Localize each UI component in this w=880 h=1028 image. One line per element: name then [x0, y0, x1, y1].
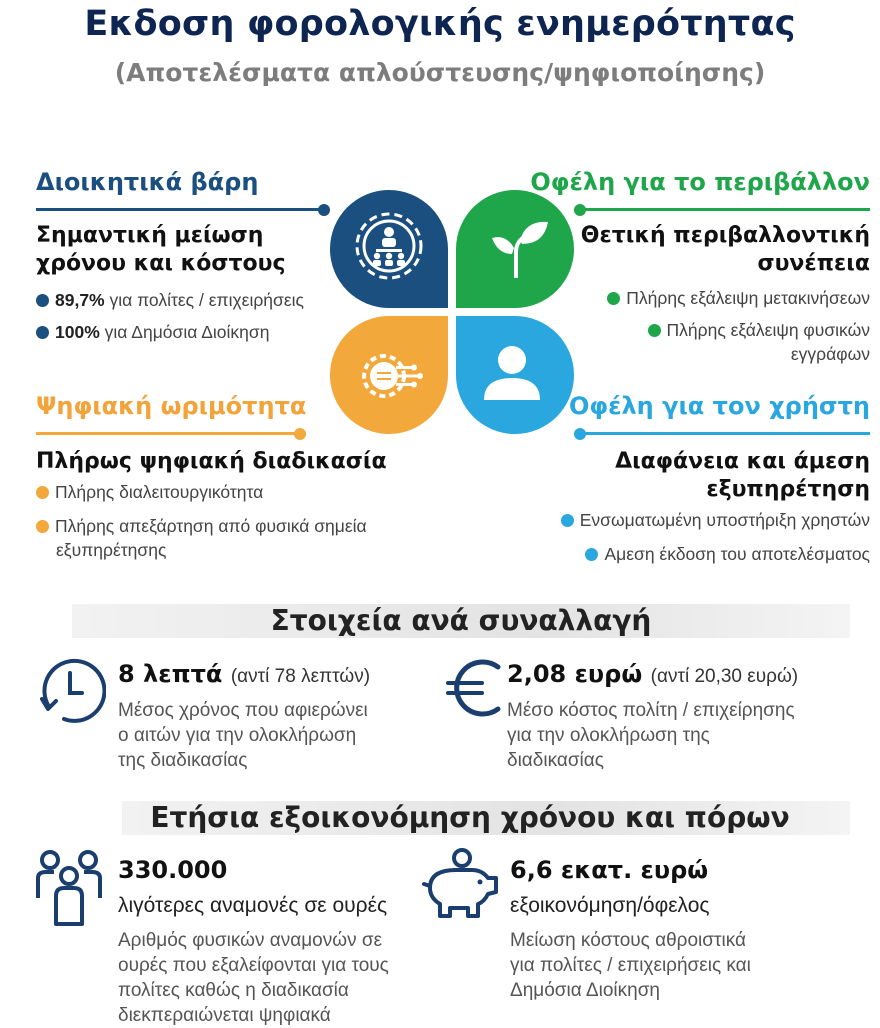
people-organization-icon	[330, 190, 448, 308]
page-title: Εκδοση φορολογικής ενημερότητας	[84, 4, 796, 44]
digital-bullet-interoperability: Πλήρης διαλειτουργικότητα	[36, 480, 263, 504]
bullet-dot	[36, 486, 49, 499]
admin-heading: Σημαντική μείωση χρόνου και κόστους	[36, 223, 286, 276]
cost-value: 2,08 ευρώ	[507, 660, 643, 688]
divider-dot-user	[574, 428, 586, 440]
petal-user	[456, 316, 574, 434]
category-environment: Οφέλη για το περιβάλλον	[530, 168, 870, 196]
user-person-icon	[456, 316, 574, 434]
leaf-sprout-icon	[456, 190, 574, 308]
environment-bullet-travel: Πλήρης εξάλειψη μετακινήσεων	[607, 286, 870, 310]
category-user-benefits: Οφέλη για τον χρήστη	[568, 392, 870, 420]
section-title-annual-savings: Ετήσια εξοικονόμηση χρόνου και πόρων	[150, 801, 790, 834]
bullet-dot	[561, 514, 574, 527]
user-bullet-support: Ενσωματωμένη υποστήριξη χρηστών	[561, 508, 870, 532]
time-description: Μέσος χρόνος που αφιερώνει ο αιτών για την ολοκλήρωση της διαδικασίας	[118, 700, 368, 771]
cost-value-row	[507, 660, 798, 688]
piggy-bank-icon	[420, 846, 502, 922]
cost-compare: (αντί 20,30 ευρώ)	[650, 666, 799, 687]
section-title-per-transaction: Στοιχεία ανά συναλλαγή	[270, 604, 652, 637]
bullet-dot	[36, 520, 49, 533]
divider-dot-admin	[318, 204, 330, 216]
divider-digital	[36, 432, 298, 435]
euro-icon	[446, 655, 506, 721]
bullet-dot	[607, 292, 620, 305]
petal-environment	[456, 190, 574, 308]
bullet-dot	[36, 294, 49, 307]
queues-label: λιγότερες αναμονές σε ουρές	[118, 894, 388, 917]
digital-heading: Πλήρως ψηφιακή διαδικασία	[36, 449, 387, 474]
digital-gear-icon	[330, 316, 448, 434]
bullet-dot	[648, 324, 661, 337]
user-bullet-immediate: Αμεση έκδοση του αποτελέσματος	[585, 542, 870, 566]
category-admin-burden: Διοικητικά βάρη	[36, 168, 259, 196]
queues-value: 330.000	[118, 856, 228, 884]
people-group-icon	[34, 848, 104, 928]
money-description: Μείωση κόστους αθροιστικά για πολίτες / επιχειρήσεις και Δημόσια Διοίκηση	[510, 930, 751, 1001]
divider-dot-environment	[574, 204, 586, 216]
petal-digital	[330, 316, 448, 434]
user-heading: Διαφάνεια και άμεση εξυπηρέτηση	[615, 449, 870, 502]
environment-bullet-documents: Πλήρης εξάλειψη φυσικών εγγράφων	[648, 318, 870, 366]
digital-bullet-physical-points: Πλήρης απεξάρτηση από φυσικά σημεία εξυπηρέτησης	[36, 514, 367, 562]
divider-environment	[580, 208, 870, 211]
environment-heading: Θετική περιβαλλοντική συνέπεια	[580, 223, 870, 276]
bullet-dot	[36, 326, 49, 339]
petal-admin	[330, 190, 448, 308]
divider-admin	[36, 208, 322, 211]
admin-bullet-citizens: 89,7% για πολίτες / επιχειρήσεις	[36, 288, 304, 312]
divider-user	[580, 432, 870, 435]
time-value: 8 λεπτά	[118, 660, 223, 688]
money-label: εξοικονόμηση/όφελος	[510, 894, 710, 917]
clock-icon	[34, 655, 106, 727]
time-value-row	[118, 660, 370, 688]
cost-description: Μέσο κόστος πολίτη / επιχείρησης για την ολοκλήρωση της διαδικασίας	[507, 700, 795, 771]
queues-description: Αριθμός φυσικών αναμονών σε ουρές που εξαλείφονται για τους πολίτες καθώς η διαδικασία διεκπεραιώνεται ψηφιακά	[118, 930, 389, 1026]
bullet-dot	[585, 548, 598, 561]
time-compare: (αντί 78 λεπτών)	[230, 666, 371, 687]
page-subtitle: (Αποτελέσματα απλούστευσης/ψηφιοποίησης)	[114, 58, 766, 87]
divider-dot-digital	[294, 428, 306, 440]
money-value: 6,6 εκατ. ευρώ	[510, 856, 709, 884]
admin-bullet-public: 100% για Δημόσια Διοίκηση	[36, 320, 269, 344]
category-digital-maturity: Ψηφιακή ωριμότητα	[36, 392, 307, 420]
